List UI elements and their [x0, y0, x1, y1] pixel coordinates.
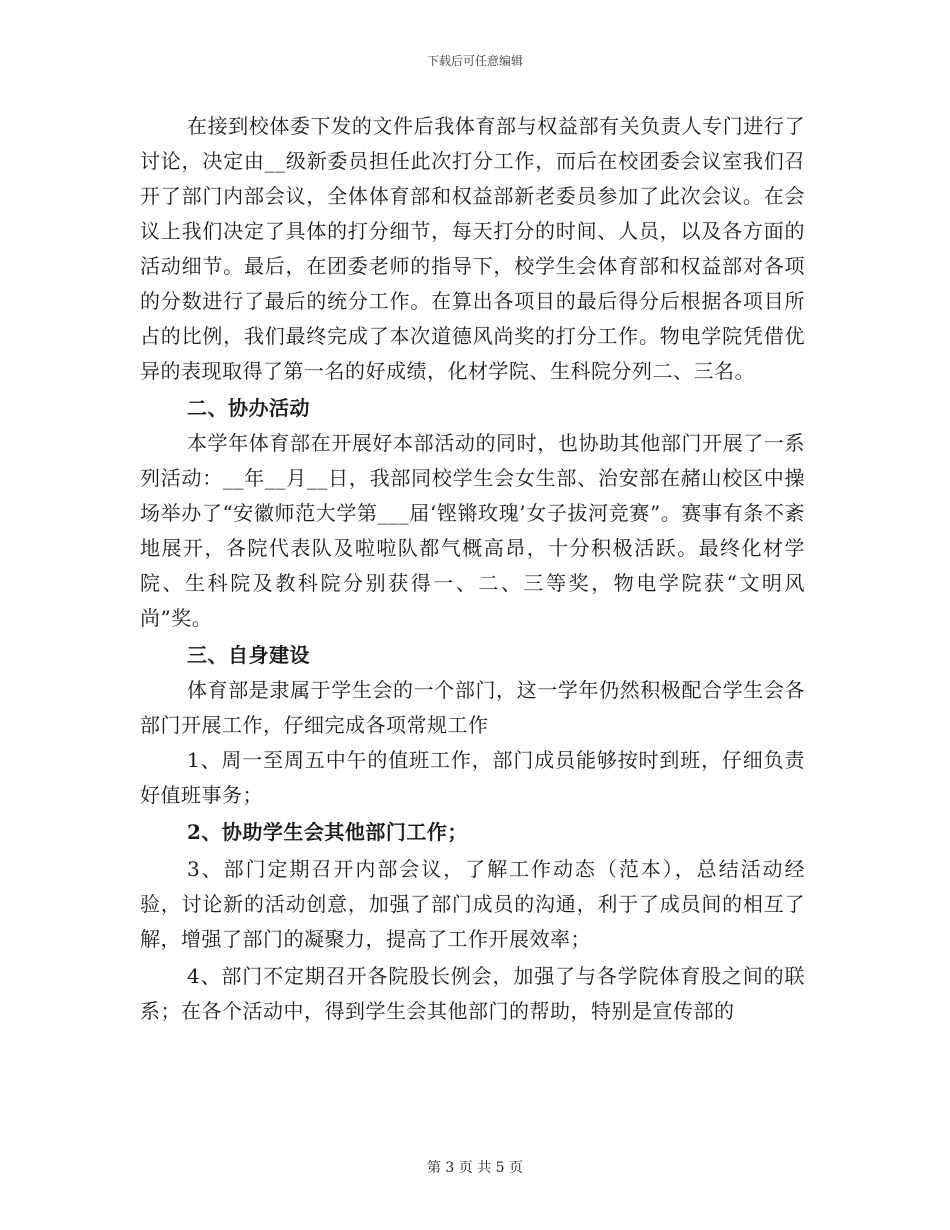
- page-header: 下载后可任意编辑: [426, 54, 523, 68]
- page-footer: 第 3 页 共 5 页: [426, 1160, 524, 1176]
- section-heading-cohosted-activities: 二、协办活动: [187, 396, 310, 420]
- paragraph-cohosted-activities: 本学年体育部在开展好本部活动的同时，也协助其他部门开展了一系列活动：__年__月__日，我部同校学生会女生部、治安部在赭山校区中操场举办了“安徽师范大学第___届‘铿锵玫瑰’女子拔河竞赛”。赛事有条不紊地展开，各院代表队及啦啦队都气概高昂，十分积极活跃。最终化材学院、生科院及教科院分别获得一、二、三等奖，物电学院获“文明风尚”奖。: [140, 431, 805, 630]
- list-item-assist-other-departments: 2、协助学生会其他部门工作；: [187, 820, 468, 844]
- list-item-duty-work: 1、周一至周五中午的值班工作，部门成员能够按时到班，仔细负责好值班事务；: [140, 748, 805, 807]
- paragraph-scoring-work: 在接到校体委下发的文件后我体育部与权益部有关负责人专门进行了讨论，决定由__级新委员担任此次打分工作，而后在校团委会议室我们召开了部门内部会议，全体体育部和权益部新老委员参加了此次会议。在会议上我们决定了具体的打分细节，每天打分的时间、人员，以及各方面的活动细节。最后，在团委老师的指导下，校学生会体育部和权益部对各项的分数进行了最后的统分工作。在算出各项目的最后得分后根据各项目所占的比例，我们最终完成了本次道德风尚奖的打分工作。物电学院凭借优异的表现取得了第一名的好成绩，化材学院、生科院分列二、三名。: [140, 114, 805, 383]
- list-item-internal-meetings: 3、部门定期召开内部会议，了解工作动态（范本），总结活动经验，讨论新的活动创意，加强了部门成员的沟通，利于了成员间的相互了解，增强了部门的凝聚力，提高了工作开展效率；: [140, 857, 805, 951]
- document-body: [140, 109, 805, 1029]
- paragraph-self-building: 体育部是隶属于学生会的一个部门，这一学年仍然积极配合学生会各部门开展工作，仔细完成各项常规工作: [140, 678, 805, 737]
- section-heading-self-building: 三、自身建设: [187, 643, 310, 667]
- list-item-college-meetings: 4、部门不定期召开各院股长例会，加强了与各学院体育股之间的联系；在各个活动中，得到学生会其他部门的帮助，特别是宣传部的: [140, 964, 805, 1023]
